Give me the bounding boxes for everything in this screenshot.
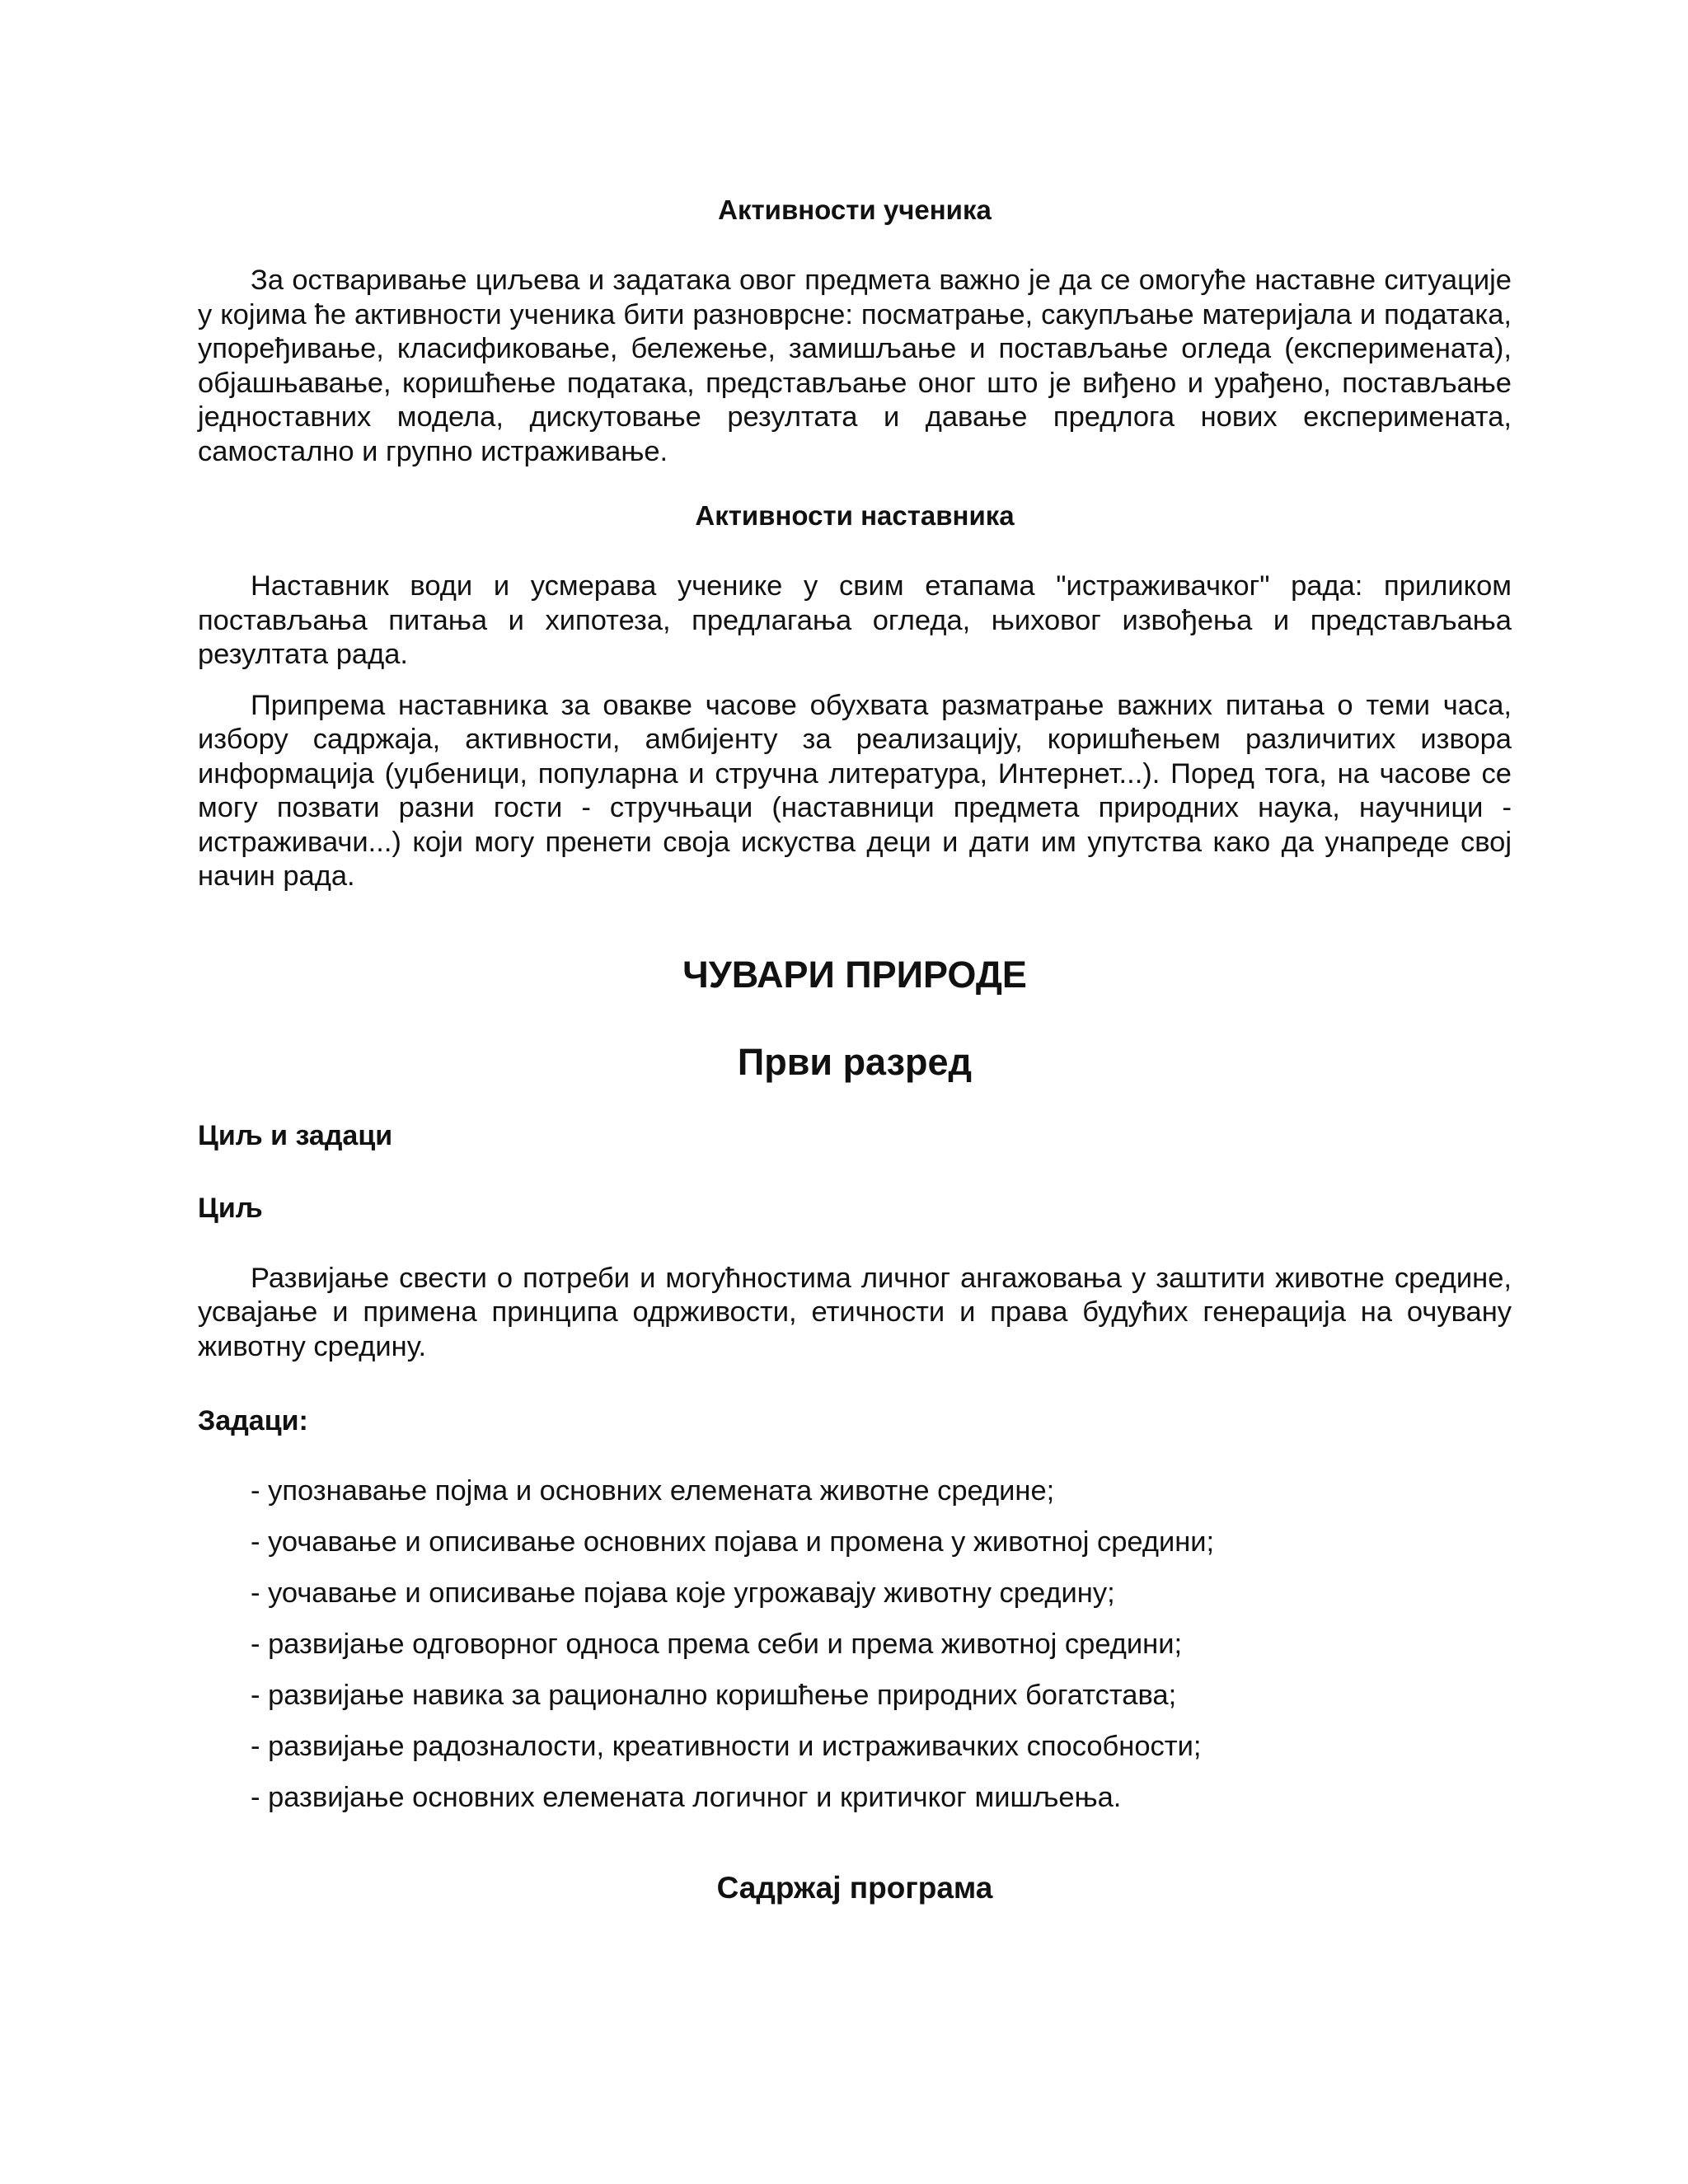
task-item: - развијање одговорног односа према себи и према животној средини; — [251, 1629, 1183, 1660]
student-activities-paragraph: За остваривање циљева и задатака овог предмета важно је да се омогуће наставне ситуације у којима ће активности ученика бити разноврсне: посматрање, сакупљање материјала и података, упоређивање, класификовање, бележење, замишљање и постављање огледа (експеримената), објашњавање, коришћење података, представљање оног што је виђено и урађено, постављање једноставних модела, дискутовање резултата и давање предлога нових експеримената, самостално и групно истраживање. — [198, 265, 1512, 467]
task-item: - упознавање појма и основних елемената животне средине; — [251, 1475, 1055, 1507]
student-activities-heading: Активности ученика — [718, 194, 992, 225]
teacher-activities-paragraph-2: Припрема наставника за овакве часове обухвата разматрање важних питања о теми часа, избору садржаја, активности, амбијенту за реализацију, коришћењем различитих извора информација (уџбеници, популарна и стручна литература, Интернет...). Поред тога, на часове се могу позвати разни гости - стручњаци (наставници предмета природних наука, научници - истраживачи...) који могу пренети своја искуства деци и дати им упутства како да унапреде свој начин рада. — [198, 689, 1512, 892]
tasks-heading: Задаци: — [198, 1405, 308, 1436]
grade-title: Први разред — [737, 1040, 973, 1083]
goal-paragraph: Развијање свести о потреби и могућностима личног ангажовања у заштити животне средине, усвајање и примена принципа одрживости, етичности и права будућих генерација на очувану животну средину. — [198, 1262, 1512, 1362]
teacher-activities-heading: Активности наставника — [695, 500, 1015, 531]
goal-and-tasks-heading: Циљ и задаци — [198, 1119, 393, 1151]
subject-title: ЧУВАРИ ПРИРОДЕ — [682, 953, 1027, 996]
tasks-list — [198, 1473, 1512, 1816]
task-item: - развијање радозналости, креативности и истраживачких способности; — [251, 1731, 1202, 1762]
teacher-activities-paragraph-1: Наставник води и усмерава ученике у свим етапама "истраживачког" рада: приликом постављања питања и хипотеза, предлагања огледа, њиховог извођења и представљања резултата рада. — [198, 570, 1512, 670]
program-content-heading: Садржај програма — [716, 1871, 993, 1905]
task-item: - уочавање и описивање основних појава и промена у животној средини; — [251, 1526, 1215, 1558]
task-item: - развијање навика за рационално коришћење природних богатстава; — [251, 1680, 1177, 1711]
task-item: - уочавање и описивање појава које угрожавају животну средину; — [251, 1577, 1115, 1609]
task-item: - развијање основних елемената логичног и критичког мишљења. — [251, 1782, 1122, 1813]
goal-heading: Циљ — [198, 1192, 263, 1224]
page-content — [198, 191, 1512, 1908]
